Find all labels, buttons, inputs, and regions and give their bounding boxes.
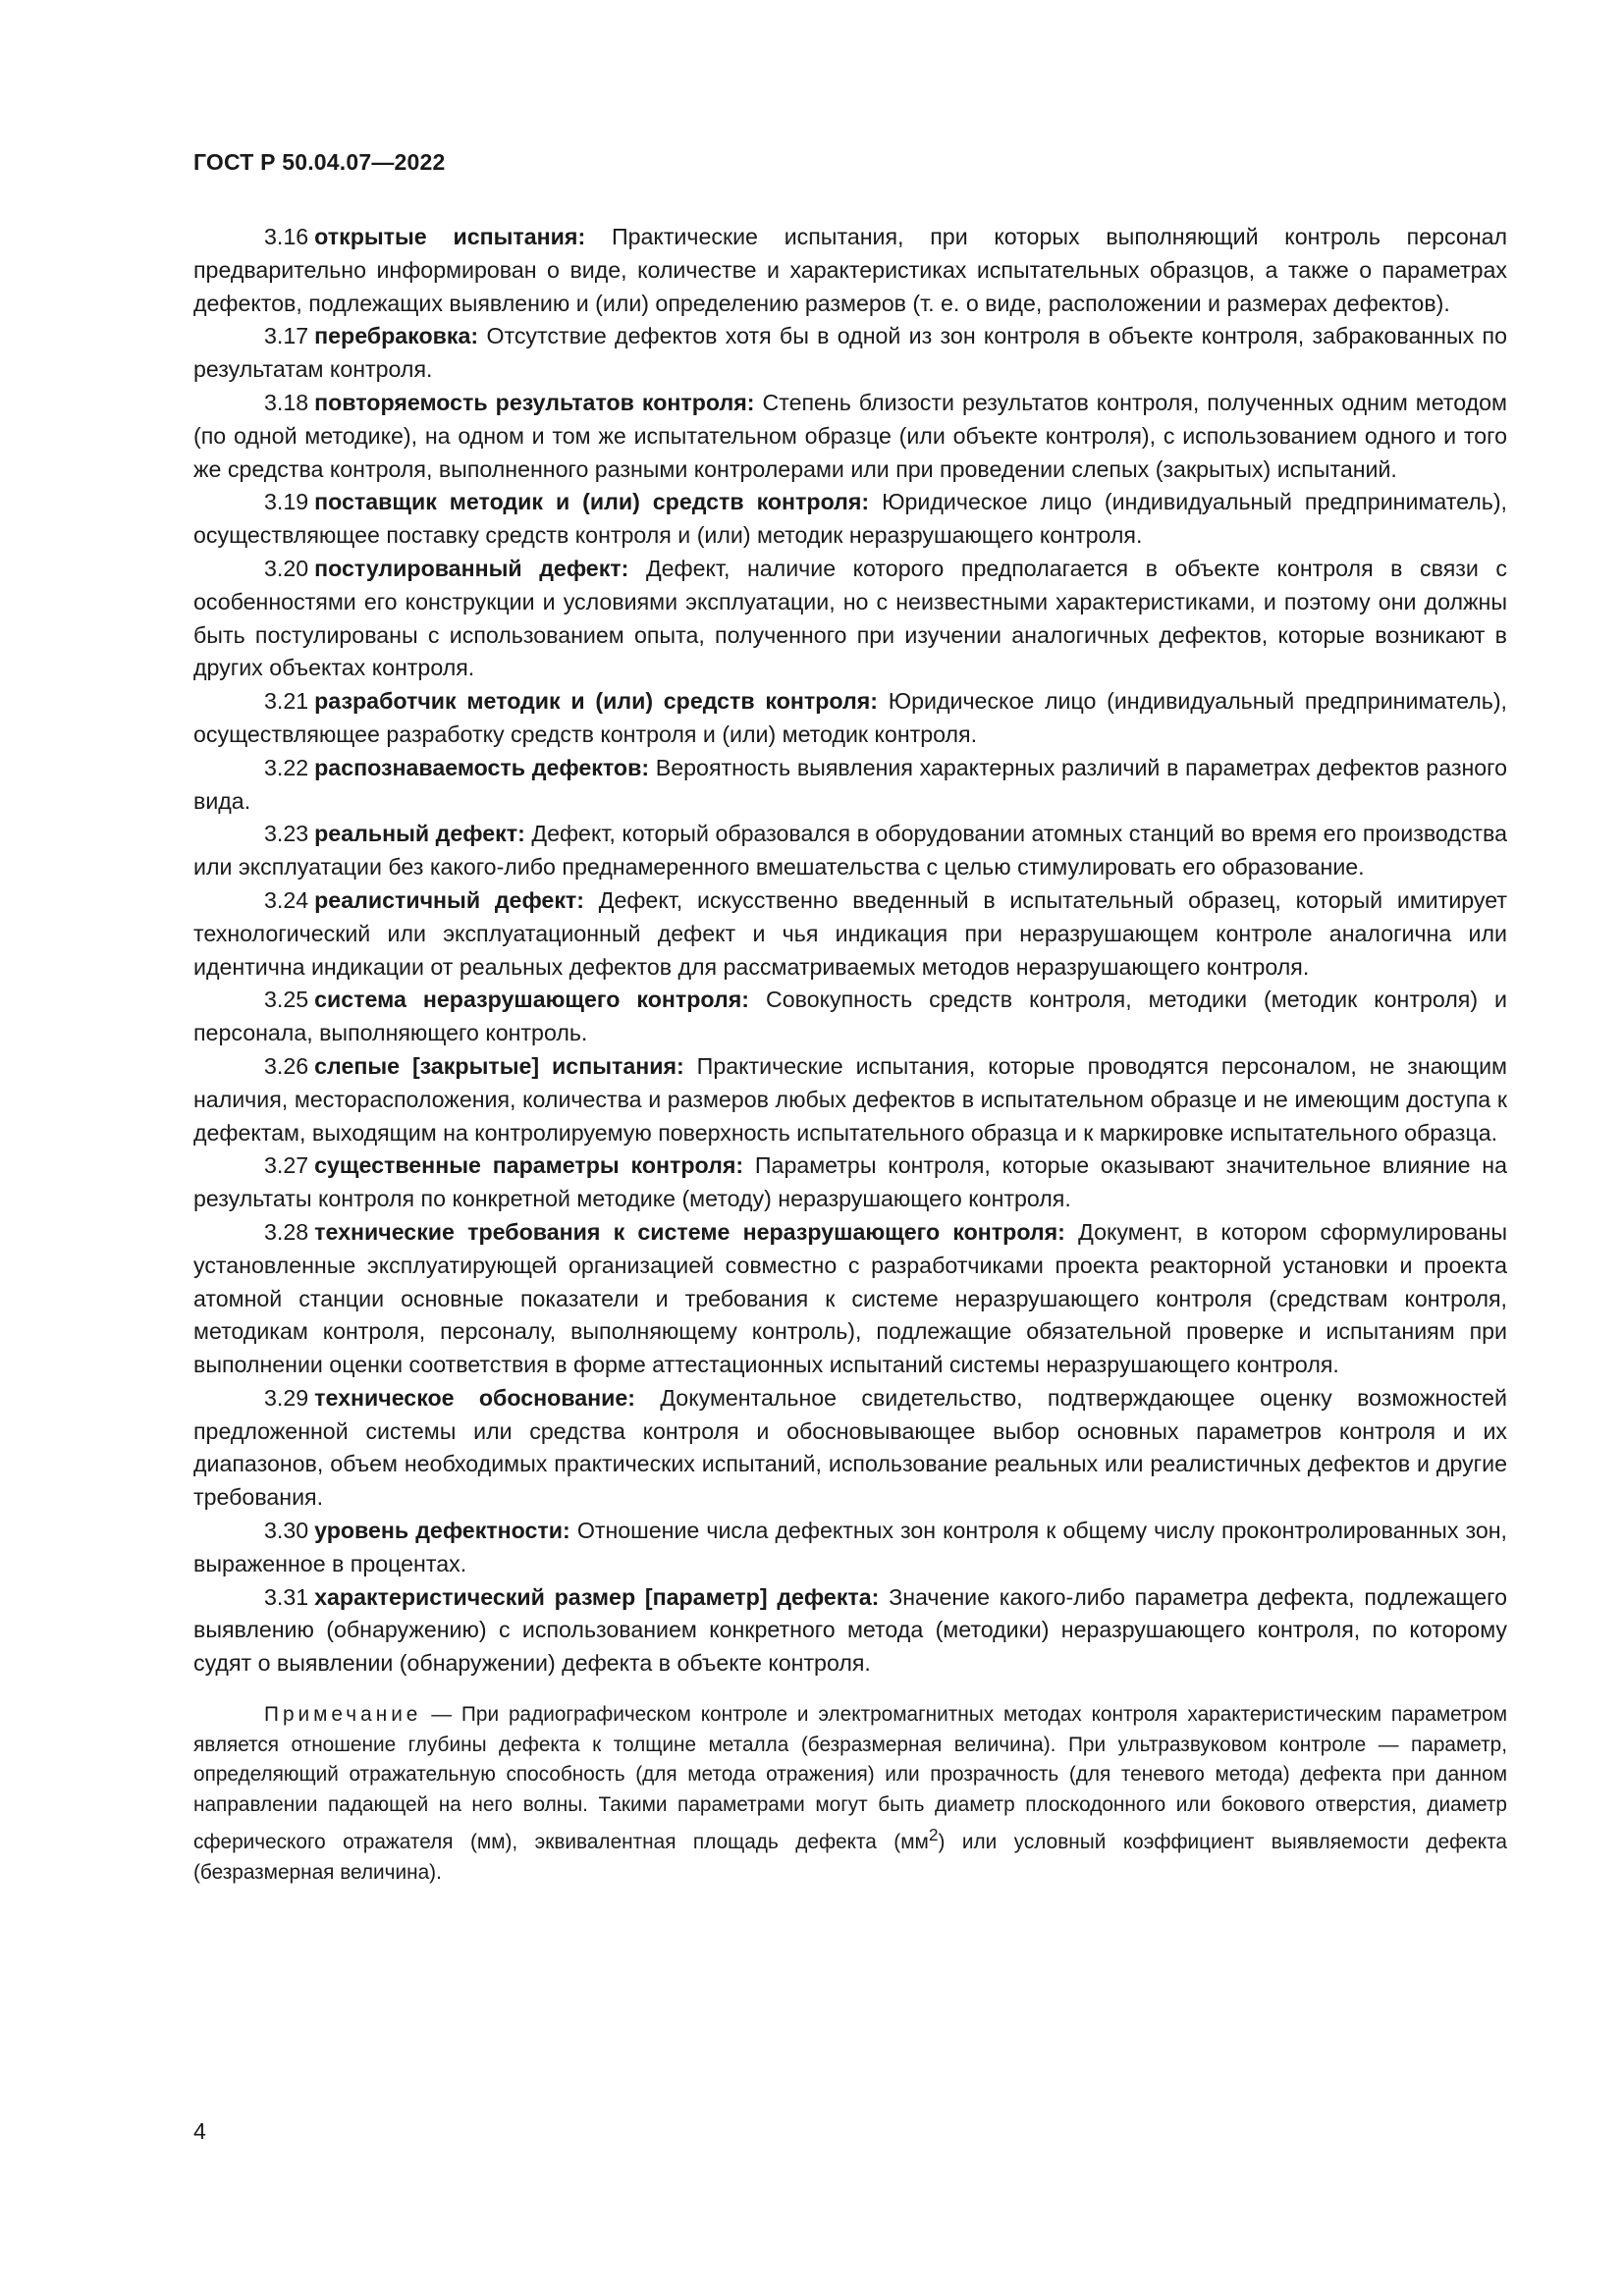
definition-term: реальный дефект:: [314, 821, 525, 847]
definition-number: 3.17: [264, 323, 309, 349]
definition-term: слепые [закрытые] испытания:: [314, 1052, 684, 1079]
definition-entry: [193, 1216, 1507, 1382]
definition-term: технические требования к системе неразрушающего контроля:: [314, 1218, 1065, 1245]
note-label: Примечание: [264, 1703, 422, 1727]
definition-text: Отношение числа дефектных зон контроля к общему числу проконтролированных зон, выраженное в процентах.: [193, 1518, 1507, 1576]
definition-text: Дефект, который образовался в оборудовании атомных станций во время его производства или эксплуатации без какого-либо преднамеренного вмешательства с целью стимулировать его образование.: [193, 821, 1508, 881]
definition-term: постулированный дефект:: [314, 555, 629, 581]
definition-number: 3.28: [264, 1218, 309, 1245]
definition-text: Юридическое лицо (индивидуальный предприниматель), осуществляющее поставку средств контроля и (или) методик неразрушающего контроля.: [193, 489, 1508, 549]
definition-text: Практические испытания, при которых выполняющий контроль персонал предварительно информирован о виде, количестве и характеристиках испытательных образцов, а также о параметрах дефектов, подлежащих выявлению и (или) определению размеров (т. е. о виде, расположении и размерах дефектов).: [193, 224, 1507, 316]
page-number: 4: [193, 2118, 206, 2144]
definition-entry: [193, 884, 1507, 984]
definition-term: система неразрушающего контроля:: [314, 987, 749, 1013]
definition-term: уровень дефектности:: [314, 1518, 570, 1544]
definition-entry: [193, 1581, 1507, 1681]
definition-entry: [193, 1149, 1507, 1216]
definition-number: 3.26: [264, 1052, 309, 1079]
definition-term: поставщик методик и (или) средств контроля:: [314, 489, 870, 515]
definition-number: 3.20: [264, 555, 309, 581]
note-paragraph: [193, 1700, 1507, 1888]
definition-number: 3.31: [264, 1583, 309, 1610]
definition-text: Документальное свидетельство, подтверждающее оценку возможностей предложенной системы или средства контроля и обосновывающее выбор основных параметров контроля и их диапазонов, объем необходимых практических испытаний, использование реальных или реалистичных дефектов и другие требования.: [193, 1384, 1507, 1511]
definition-entry: [193, 486, 1507, 553]
definition-text: Практические испытания, которые проводятся персоналом, не знающим наличия, месторасположения, количества и размеров любых дефектов в испытательном образце и не имеющим доступа к дефектам, выходящим на контролируемую поверхность испытательного образца и к маркировке испытательного образца.: [193, 1052, 1507, 1146]
definition-term: разработчик методик и (или) средств контроля:: [314, 688, 878, 715]
note-superscript: 2: [928, 1825, 939, 1845]
definition-text: Степень близости результатов контроля, полученных одним методом (по одной методике), на одном и том же испытательном образце (или объекте контроля), с использованием одного и того же средства контроля, выполненного разными контролерами или при проведении слепых (закрытых) испытаний.: [193, 389, 1507, 482]
definition-term: реалистичный дефект:: [314, 886, 585, 913]
definition-text: Дефект, наличие которого предполагается в объекте контроля в связи с особенностями его конструкции и условиями эксплуатации, но с неизвестными характеристиками, и поэтому они должны быть постулированы с использованием опыта, полученного при изучении аналогичных дефектов, которые возникают в других объектах контроля.: [193, 555, 1508, 681]
definition-term: открытые испытания:: [314, 224, 586, 249]
definition-entry: [193, 752, 1507, 819]
definition-term: перебраковка:: [314, 323, 479, 349]
definition-number: 3.21: [264, 688, 309, 715]
definition-number: 3.22: [264, 754, 309, 780]
definition-term: техническое обоснование:: [314, 1384, 636, 1411]
definition-number: 3.30: [264, 1518, 309, 1544]
definition-number: 3.23: [264, 821, 309, 847]
definition-entry: [193, 320, 1507, 387]
definition-text: Параметры контроля, которые оказывают значительное влияние на результаты контроля по конкретной методике (методу) неразрушающего контроля.: [193, 1152, 1507, 1212]
document-body: [193, 221, 1507, 1908]
definition-entry: [193, 984, 1507, 1050]
definition-number: 3.29: [264, 1384, 309, 1411]
definition-term: характеристический размер [параметр] дефекта:: [314, 1583, 880, 1610]
definition-number: 3.27: [264, 1152, 309, 1179]
definition-text: Отсутствие дефектов хотя бы в одной из зон контроля в объекте контроля, забракованных по результатам контроля.: [193, 323, 1507, 383]
definition-text: Совокупность средств контроля, методики (методик контроля) и персонала, выполняющего контроль.: [193, 987, 1507, 1046]
definition-number: 3.19: [264, 489, 309, 515]
definition-entry: [193, 1515, 1507, 1581]
definition-number: 3.25: [264, 987, 309, 1013]
definition-entry: [193, 221, 1507, 320]
note-text-part2: ) или условный коэффициент выявляемости дефекта (безразмерная величина).: [193, 1831, 1507, 1884]
definition-entry: [193, 1382, 1507, 1515]
note-text-part1: — При радиографическом контроле и электромагнитных методах контроля характеристическим параметром является отношение глубины дефекта к толщине металла (безразмерная величина). При ультразвуковом контроле — параметр, определяющий отражательную способность (для метода отражения) или прозрачность (для теневого метода) дефекта при данном направлении падающей на него волны. Такими параметрами могут быть диаметр плоскодонного или бокового отверстия, диаметр сферического отражателя (мм), эквивалентная площадь дефекта (мм: [193, 1703, 1507, 1854]
definition-number: 3.24: [264, 886, 309, 913]
definition-entry: [193, 818, 1507, 884]
definition-number: 3.16: [264, 224, 309, 249]
definition-term: существенные параметры контроля:: [314, 1152, 744, 1179]
definition-text: Вероятность выявления характерных различий в параметрах дефектов разного вида.: [193, 754, 1508, 814]
definition-number: 3.18: [264, 389, 309, 415]
definition-text: Дефект, искусственно введенный в испытательный образец, который имитирует технологический или эксплуатационный дефект и чья индикация при неразрушающем контроле аналогична или идентична индикации от реальных дефектов для рассматриваемых методов неразрушающего контроля.: [193, 886, 1507, 980]
definition-text: Юридическое лицо (индивидуальный предприниматель), осуществляющее разработку средств контроля и (или) методик контроля.: [193, 688, 1508, 747]
definition-entry: [193, 685, 1507, 752]
definition-term: повторяемость результатов контроля:: [314, 389, 755, 415]
definition-entry: [193, 1050, 1507, 1149]
definition-text: Документ, в котором сформулированы установленные эксплуатирующей организацией совместно с разработчиками проекта реакторной установки и проекта атомной станции основные показатели и требования к системе неразрушающего контроля (средствам контроля, методикам контроля, персоналу, выполняющему контроль), подлежащие обязательной проверке и испытаниям при выполнении оценки соответствия в форме аттестационных испытаний системы неразрушающего контроля.: [193, 1218, 1507, 1378]
definition-term: распознаваемость дефектов:: [314, 754, 650, 780]
definitions-list: [193, 221, 1507, 1681]
definition-text: Значение какого-либо параметра дефекта, подлежащего выявлению (обнаружению) с использованием конкретного метода (методики) неразрушающего контроля, по которому судят о выявлении (обнаружении) дефекта в объекте контроля.: [193, 1583, 1508, 1677]
definition-entry: [193, 387, 1507, 486]
document-header: ГОСТ Р 50.04.07—2022: [193, 149, 446, 175]
definition-entry: [193, 553, 1507, 685]
